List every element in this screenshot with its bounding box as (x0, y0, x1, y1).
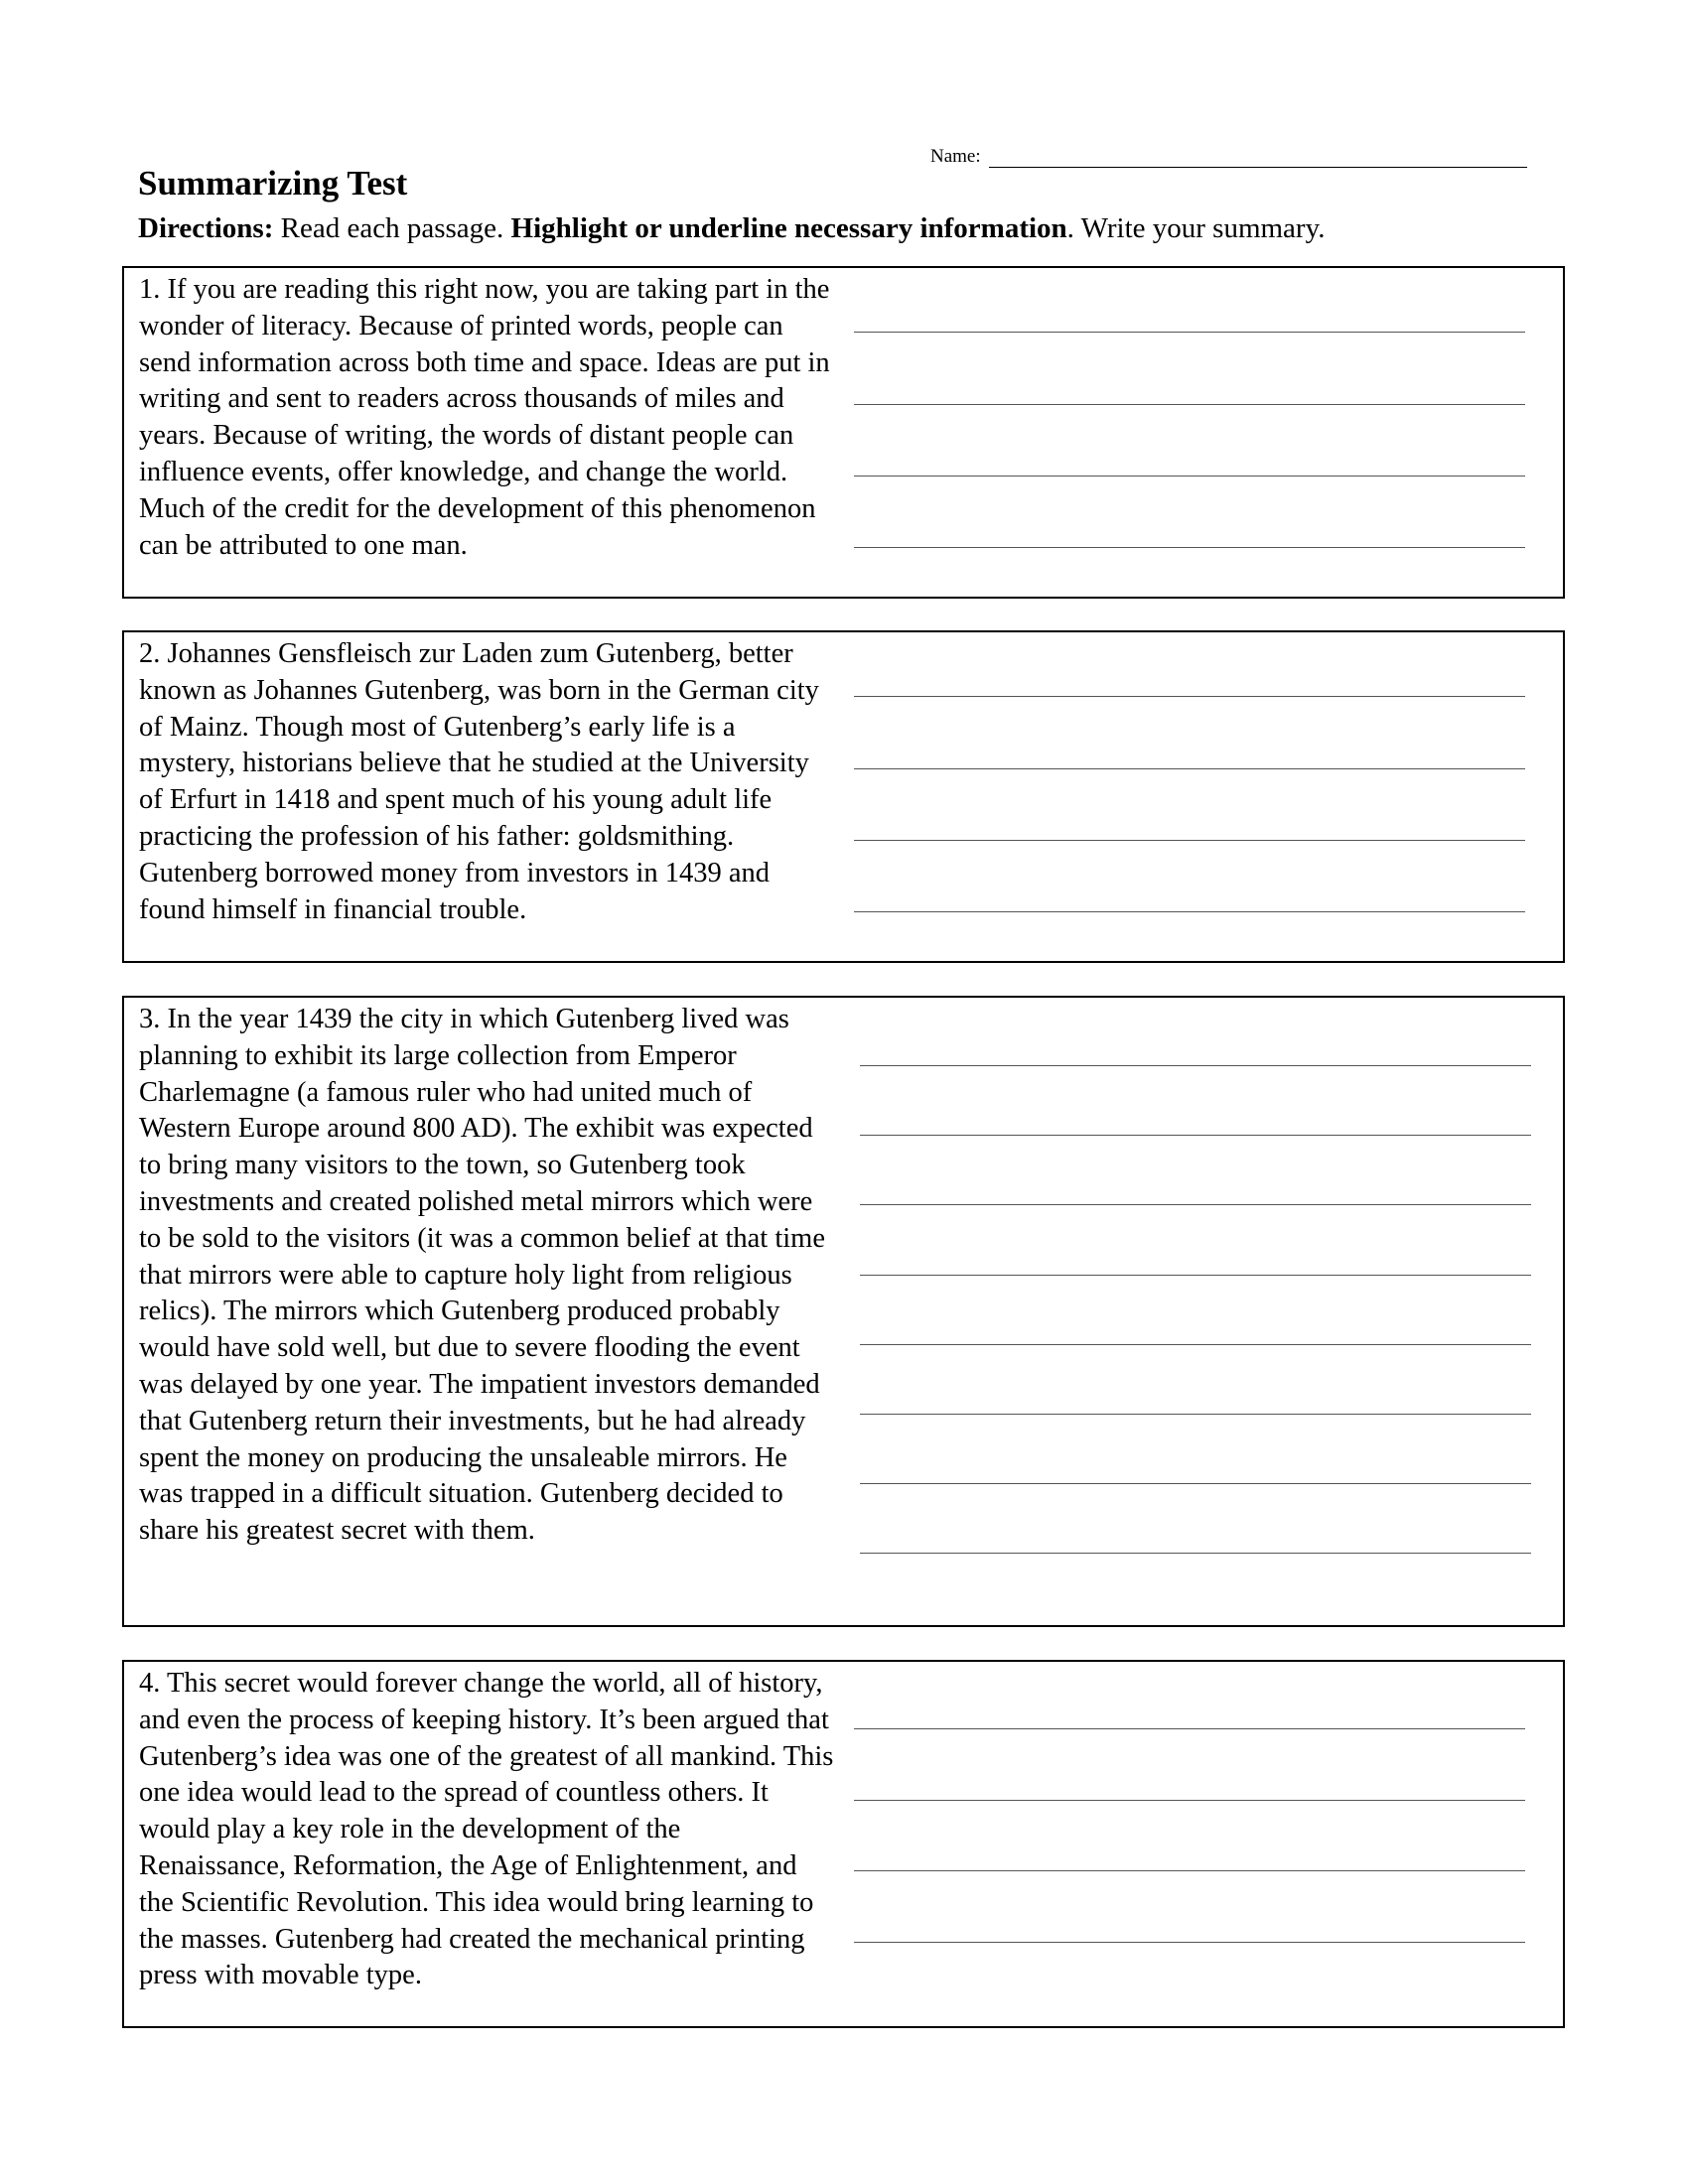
summary-line[interactable] (860, 1275, 1531, 1276)
summary-line[interactable] (854, 696, 1525, 697)
summary-line[interactable] (854, 332, 1525, 333)
directions-label: Directions: (138, 212, 274, 244)
summary-line[interactable] (854, 1942, 1525, 1943)
summary-line[interactable] (854, 404, 1525, 405)
summary-line[interactable] (860, 1204, 1531, 1205)
passage-box-2 (122, 630, 1565, 963)
summary-line[interactable] (854, 768, 1525, 769)
name-label: Name: (930, 146, 981, 167)
passage-box-4 (122, 1660, 1565, 2028)
summary-lines-2 (854, 632, 1529, 961)
passage-text-1: 1. If you are reading this right now, you are taking part in the wonder of literacy. Because of printed words, people can send information across both time and space. Ideas are put in writing and sent to readers across thousands of miles and years. Because of writing, the words of distant people can influence events, offer knowledge, and change the world. Much of the credit for the development of this phenomenon can be attributed to one man. (139, 274, 830, 561)
summary-line[interactable] (860, 1065, 1531, 1066)
summary-line[interactable] (854, 1728, 1525, 1729)
directions-bold-text: Highlight or underline necessary information (510, 212, 1067, 244)
summary-line[interactable] (860, 1414, 1531, 1415)
passage-text-2: 2. Johannes Gensfleisch zur Laden zum Gutenberg, better known as Johannes Gutenberg, was born in the German city of Mainz. Though most of Gutenberg’s early life is a mystery, historians believe that he studied at the University of Erfurt in 1418 and spent much of his young adult life practicing the profession of his father: goldsmithing. Gutenberg borrowed money from investors in 1439 and found himself in financial trouble. (139, 638, 819, 925)
summary-line[interactable] (854, 1870, 1525, 1871)
summary-line[interactable] (860, 1344, 1531, 1345)
directions (138, 210, 1325, 246)
passage-text-3: 3. In the year 1439 the city in which Gutenberg lived was planning to exhibit its large collection from Emperor Charlemagne (a famous ruler who had united much of Western Europe around 800 AD). The exhibit was expected to bring many visitors to the town, so Gutenberg took investments and created polished metal mirrors which were to be sold to the visitors (it was a common belief at that time that mirrors were able to capture holy light from religious relics). The mirrors which Gutenberg produced probably would have sold well, but due to severe flooding the event was delayed by one year. The impatient investors demanded that Gutenberg return their investments, but he had already spent the money on producing the unsaleable mirrors. He was trapped in a difficult situation. Gutenberg decided to share his greatest secret with them. (139, 1004, 825, 1547)
summary-lines-4 (854, 1662, 1529, 2026)
summary-line[interactable] (854, 1800, 1525, 1801)
directions-text-1: Read each passage. (273, 212, 511, 244)
name-input-line[interactable] (989, 145, 1527, 168)
summary-lines-3 (854, 998, 1529, 1625)
passage-box-3 (122, 996, 1565, 1627)
passage-text-4: 4. This secret would forever change the world, all of history, and even the process of keeping history. It’s been argued that Gutenberg’s idea was one of the greatest of all mankind. This one idea would lead to the spread of countless others. It would play a key role in the development of the Renaissance, Reformation, the Age of Enlightenment, and the Scientific Revolution. This idea would bring learning to the masses. Gutenberg had created the mechanical printing press with movable type. (139, 1668, 834, 1991)
page-title: Summarizing Test (138, 164, 408, 203)
summary-line[interactable] (854, 911, 1525, 912)
summary-line[interactable] (860, 1135, 1531, 1136)
summary-line[interactable] (860, 1553, 1531, 1554)
summary-lines-1 (854, 268, 1529, 597)
directions-text-2: . Write your summary. (1066, 212, 1326, 244)
passage-box-1 (122, 266, 1565, 599)
summary-line[interactable] (854, 547, 1525, 548)
name-field (930, 138, 1527, 168)
summary-line[interactable] (854, 840, 1525, 841)
summary-line[interactable] (860, 1483, 1531, 1484)
summary-line[interactable] (854, 476, 1525, 477)
